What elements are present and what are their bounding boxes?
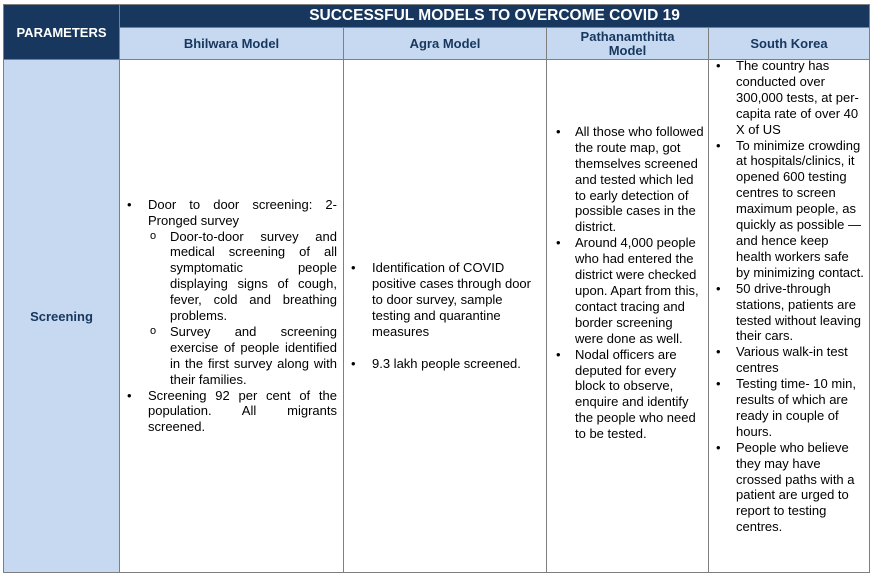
list-item: • Identification of COVID positive cases through door to door survey, sample testing and quarantine measures: [344, 260, 546, 340]
bhilwara-item-text: • Door to door screening: 2-Pronged survey: [148, 196, 337, 228]
list-item: • Around 4,000 people who had entered the district were checked upon. Apart from this, contact tracing and border screening were done as well.: [547, 235, 708, 346]
list-item: • Various walk-in test centres: [709, 344, 869, 376]
row-label-screening: Screening: [4, 60, 120, 573]
list-item: • Screening 92 per cent of the population. All migrants screened.: [120, 388, 337, 436]
south-korea-screening-cell: [709, 60, 870, 573]
list-item: • Testing time- 10 min, results of which are ready in couple of hours.: [709, 376, 869, 440]
pathanamthitta-screening-cell: [547, 60, 709, 573]
bhilwara-screening-cell: [120, 60, 344, 573]
parameters-header: PARAMETERS: [4, 5, 120, 60]
agra-list: [344, 260, 546, 371]
list-item: • Nodal officers are deputed for every block to observe, enquire and identify the people who need to be tested.: [547, 347, 708, 442]
list-item: • People who believe they may have crossed paths with a patient are urged to report to testing centres.: [709, 440, 869, 535]
agra-screening-cell: [344, 60, 547, 573]
bhilwara-sublist: [148, 229, 337, 388]
list-item: o Survey and screening exercise of people identified in the first survey along with their families.: [170, 324, 337, 388]
list-item: o Door-to-door survey and medical screening of all symptomatic people displaying signs of cough, fever, cold and breathing problems.: [170, 229, 337, 324]
column-header-pathanamthitta: Pathanamthitta Model: [547, 28, 709, 60]
list-item: • All those who followed the route map, got themselves screened and tested which led to early detection of possible cases in the district.: [547, 124, 708, 235]
bhilwara-list: [120, 197, 337, 436]
column-header-south-korea: South Korea: [709, 28, 870, 60]
covid-models-table: [3, 4, 870, 573]
list-item: • The country has conducted over 300,000 tests, at per-capita rate of over 40 X of US: [709, 58, 869, 138]
table-title: SUCCESSFUL MODELS TO OVERCOME COVID 19: [120, 5, 870, 28]
column-header-agra: Agra Model: [344, 28, 547, 60]
list-item: • To minimize crowding at hospitals/clinics, it opened 600 testing centres to screen maximum people, as quickly as possible — and hence keep health workers safe by minimizing contact.: [709, 138, 869, 281]
list-item: [120, 197, 337, 388]
column-header-bhilwara: Bhilwara Model: [120, 28, 344, 60]
list-item: • 50 drive-through stations, patients are tested without leaving their cars.: [709, 281, 869, 345]
south-korea-list: [709, 58, 869, 535]
pathanamthitta-list: [547, 124, 708, 508]
list-item: • 9.3 lakh people screened.: [344, 356, 546, 372]
